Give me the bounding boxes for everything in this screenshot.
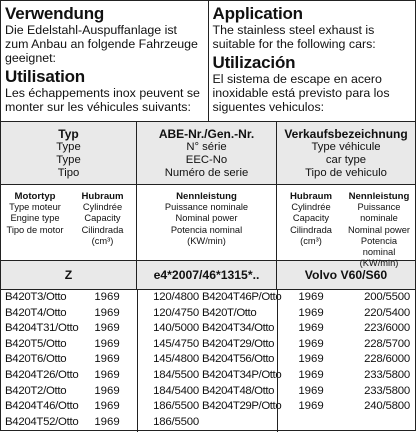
- de-text: Die Edelstahl-Auspuffanlage ist zum Anbau an folgende Fahrzeuge geeignet:: [5, 23, 198, 65]
- motor-type: B4204T46P/Otto: [202, 291, 282, 303]
- nominal-power: 120/4750: [153, 306, 199, 319]
- nominal-power: 186/5500: [153, 415, 199, 428]
- en-heading: Application: [212, 4, 303, 23]
- capacity: 1969: [94, 291, 120, 303]
- fr-text: Les échappements inox peuvent se monter sur les véhicules suivants:: [5, 86, 200, 114]
- capacity: 1969: [298, 322, 324, 335]
- table-row: [1, 290, 415, 306]
- nominal-power: [345, 415, 415, 431]
- vehicle-name: Volvo V60/S60: [304, 268, 388, 282]
- capacity: 1969: [298, 306, 324, 319]
- motor-type: B420T/Otto: [202, 306, 257, 319]
- nominal-power: 184/5500: [153, 368, 199, 381]
- motor-type: B4204T34P/Otto: [202, 368, 282, 381]
- capacity: 1969: [94, 306, 120, 319]
- engine-rows: [1, 290, 415, 432]
- nominal-power: 145/4750: [153, 337, 199, 350]
- capacity: 1969: [298, 353, 324, 366]
- vehicle-header: [1, 261, 415, 290]
- capacity: 1969: [94, 400, 120, 413]
- capacity: 1969: [298, 368, 324, 381]
- nominal-power: 233/5800: [364, 384, 410, 397]
- table-row: [1, 337, 415, 353]
- nominal-power: 223/6000: [364, 322, 410, 335]
- nominal-power: 220/5400: [364, 306, 410, 319]
- motor-type: [201, 415, 277, 431]
- nominal-power: 228/6000: [364, 353, 410, 366]
- nominal-power: 233/5800: [364, 368, 410, 381]
- nominal-power: 186/5500: [153, 400, 199, 413]
- intro-right-column: [209, 1, 416, 121]
- header-verkaufsbezeichnung: Verkaufsbezeichnung Type véhicule car type Tipo de vehiculo: [284, 127, 408, 179]
- es-text: El sistema de escape en acero inoxidable está previsto para los siguentes vehiculos:: [212, 72, 390, 114]
- motor-type: B4204T46/Otto: [5, 400, 79, 413]
- table-row: [1, 368, 415, 384]
- en-text: The stainless steel exhaust is suitable for the following cars:: [212, 23, 376, 51]
- motor-type: B4204T29/Otto: [202, 337, 275, 350]
- capacity: 1969: [94, 415, 120, 428]
- motor-type: B4204T31/Otto: [5, 322, 79, 335]
- capacity: 1969: [94, 384, 120, 397]
- capacity: [277, 415, 345, 431]
- vehicle-approval-number: e4*2007/46*1315*..: [137, 261, 277, 289]
- motor-type: B420T5/Otto: [5, 337, 67, 350]
- subheader-motortyp: Motortyp Type moteur Engine type Tipo de motor: [6, 191, 64, 235]
- header-typ: Typ Type Type Tipo: [1, 122, 137, 184]
- nominal-power: 145/4800: [153, 353, 199, 366]
- motor-type: B4204T56/Otto: [202, 353, 275, 366]
- nominal-power: 120/4800: [153, 291, 199, 303]
- nominal-power: 240/5800: [364, 400, 410, 413]
- table-subheader: [1, 185, 415, 269]
- nominal-power: 200/5500: [364, 291, 410, 303]
- motor-type: B4204T34/Otto: [202, 322, 275, 335]
- motor-type: B4204T26/Otto: [5, 368, 79, 381]
- motor-type: B4204T29P/Otto: [202, 400, 282, 413]
- column-divider: [137, 290, 138, 432]
- table-row: [1, 321, 415, 337]
- motor-type: B4204T52/Otto: [5, 415, 79, 428]
- capacity: 1969: [298, 400, 324, 413]
- subheader-hubraum: Hubraum Cylindrée Capacity Cilindrada (cm³): [69, 185, 137, 260]
- subheader-nennleistung-2: Nennleistung Puissance nominale Nominal power Potencia nominal (KW/min): [347, 191, 410, 269]
- de-heading: Verwendung: [5, 4, 105, 23]
- motor-type: B420T3/Otto: [5, 291, 67, 303]
- nominal-power: 184/5400: [153, 384, 199, 397]
- capacity: 1969: [298, 337, 324, 350]
- intro-left-column: [1, 1, 209, 121]
- table-header: [1, 122, 415, 185]
- nominal-power: 140/5000: [153, 322, 199, 335]
- intro-section: [1, 1, 415, 122]
- capacity: 1969: [94, 322, 120, 335]
- motor-type: B4204T48/Otto: [202, 384, 275, 397]
- nominal-power: 228/5700: [364, 337, 410, 350]
- subheader-hubraum-2: Hubraum Cylindrée Capacity Cilindrada (cm³): [289, 191, 333, 246]
- subheader-nennleistung: Nennleistung Puissance nominale Nominal power Potencia nominal (KW/min): [137, 185, 277, 260]
- fr-heading: Utilisation: [5, 67, 85, 86]
- capacity: 1969: [94, 337, 120, 350]
- capacity: 1969: [298, 291, 324, 303]
- table-row: [1, 352, 415, 368]
- header-abe-nr: ABE-Nr./Gen.-Nr. N° série EEC-No Numéro de serie: [137, 122, 277, 184]
- column-divider: [277, 290, 278, 432]
- capacity: 1969: [94, 368, 120, 381]
- capacity: 1969: [94, 353, 120, 366]
- es-heading: Utilización: [212, 53, 296, 72]
- table-row: [1, 415, 415, 431]
- motor-type: B420T4/Otto: [5, 306, 67, 319]
- table-row: [1, 306, 415, 322]
- motor-type: B420T6/Otto: [5, 353, 67, 366]
- table-row: [1, 384, 415, 400]
- vehicle-type: Z: [1, 261, 137, 289]
- table-row: [1, 399, 415, 415]
- motor-type: B420T2/Otto: [5, 384, 67, 397]
- capacity: 1969: [298, 384, 324, 397]
